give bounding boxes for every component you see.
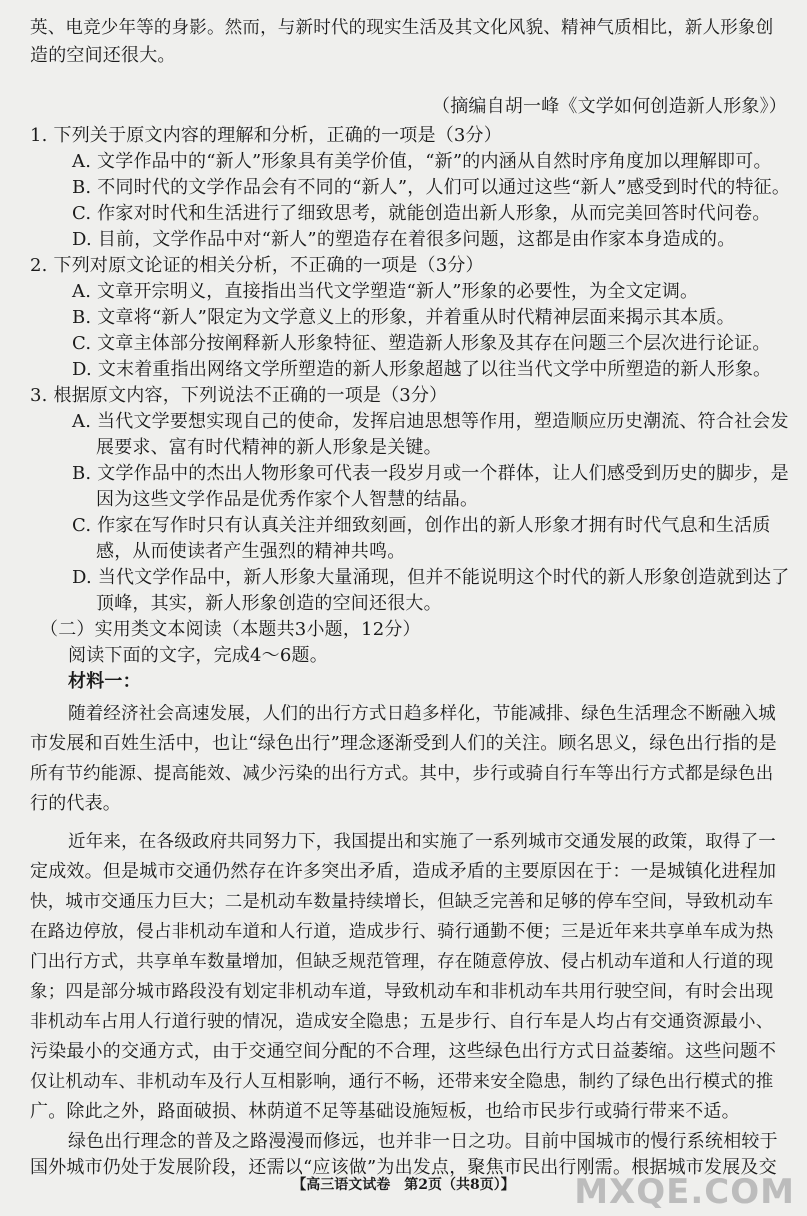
- paragraph-line: 广。除此之外，路面破损、林荫道不足等基础设施短板，也给市民步行或骑行带来不适。: [30, 1101, 740, 1122]
- paragraph-line: 门出行方式，共享单车数量增加，但缺乏规范管理，存在随意停放、侵占机动车道和人行道的现: [30, 952, 774, 972]
- question-3-option-b: B. 文学作品中的杰出人物形象可代表一段岁月或一个群体，让人们感受到历史的脚步，是: [72, 463, 789, 484]
- page-footer: 【高三语文试卷 第2页（共8页）】: [292, 1177, 515, 1193]
- paragraph-line: 污染最小的交通方式，由于交通空间分配的不合理，这些绿色出行方式日益萎缩。这些问题不: [30, 1041, 777, 1062]
- question-1-option-c: C. 作家对时代和生活进行了细致思考，就能创造出新人形象，从而完美回答时代问卷。: [72, 203, 771, 224]
- question-2-option-d: D. 文末着重指出网络文学所塑造的新人形象超越了以往当代文学中所塑造的新人形象。: [72, 359, 772, 380]
- paragraph-line: 在路边停放，侵占非机动车道和人行道，造成步行、骑行通勤不便；三是近年来共享单车成为热: [30, 922, 774, 942]
- question-1-option-b: B. 不同时代的文学作品会有不同的“新人”，人们可以通过这些“新人”感受到时代的特征。: [72, 177, 791, 198]
- paragraph-line: 随着经济社会高速发展，人们的出行方式日趋多样化，节能减排、绿色生活理念不断融入城: [68, 704, 776, 724]
- material-1-label: 材料一：: [68, 671, 141, 692]
- question-1-option-d: D. 目前，文学作品中对“新人”的塑造存在着很多问题，这都是由作家本身造成的。: [72, 229, 736, 250]
- question-3-stem: 3. 根据原文内容，下列说法不正确的一项是（3分）: [30, 385, 448, 406]
- paragraph-line: 国外城市仍处于发展阶段，还需以“应该做”为出发点，聚焦市民出行刚需。根据城市发展及交: [30, 1157, 777, 1178]
- question-3-option-a: A. 当代文学要想实现自己的使命，发挥启迪思想等作用，塑造顺应历史潮流、符合社会发: [72, 411, 789, 432]
- paragraph-line: 定成效。但是城市交通仍然存在许多突出矛盾，造成矛盾的主要原因在于：一是城镇化进程加: [30, 861, 777, 882]
- question-2-option-b: B. 文章将“新人”限定为文学意义上的形象，并着重从时代精神层面来揭示其本质。: [72, 307, 735, 328]
- question-1-stem: 1. 下列关于原文内容的理解和分析，正确的一项是（3分）: [30, 125, 502, 146]
- paragraph-line: 所有节约能源、提高能效、减少污染的出行方式。其中，步行或骑自行车等出行方式都是绿色出: [30, 764, 774, 784]
- question-3-option-d-cont: 顶峰，其实，新人形象创造的空间还很大。: [96, 593, 442, 614]
- article-source: （摘编自胡一峰《文学如何创造新人形象》）: [432, 96, 787, 117]
- paragraph-line: 行的代表。: [30, 793, 121, 814]
- question-3-option-a-cont: 展要求、富有时代精神的新人形象是关键。: [96, 437, 442, 458]
- question-3-option-c: C. 作家在写作时只有认真关注并细致刻画，创作出的新人形象才拥有时代气息和生活质: [72, 515, 771, 536]
- question-1-option-a: A. 文学作品中的“新人”形象具有美学价值，“新”的内涵从自然时序角度加以理解即可。: [72, 151, 772, 172]
- question-2-option-a: A. 文章开宗明义，直接指出当代文学塑造“新人”形象的必要性，为全文定调。: [72, 281, 699, 302]
- paragraph-line: 市发展和百姓生活中，也让“绿色出行”理念逐渐受到人们的关注。顾名思义，绿色出行指的是: [30, 733, 777, 754]
- paragraph-line: 快，城市交通压力巨大；二是机动车数量持续增长，但缺乏完善和足够的停车空间，导致机动车: [30, 892, 774, 912]
- paragraph-line: 象；四是部分城市路段没有划定非机动车道，导致机动车和非机动车共用行驶空间，有时会出现: [30, 982, 774, 1002]
- section-2-title: （二）实用类文本阅读（本题共3小题，12分）: [40, 619, 421, 640]
- continued-text-line: 造的空间还很大。: [30, 45, 176, 66]
- question-3-option-d: D. 当代文学作品中，新人形象大量涌现，但并不能说明这个时代的新人形象创造就到达了: [72, 567, 790, 588]
- paragraph-line: 绿色出行理念的普及之路漫漫而修远，也并非一日之功。目前中国城市的慢行系统相较于: [68, 1131, 778, 1152]
- paragraph-line: 近年来，在各级政府共同努力下，我国提出和实施了一系列城市交通发展的政策，取得了一: [68, 832, 776, 852]
- section-2-instruction: 阅读下面的文字，完成4～6题。: [68, 645, 328, 666]
- paragraph-line: 非机动车占用人行道行驶的情况，造成安全隐患；五是步行、自行车是人均占有交通资源最小、: [30, 1012, 774, 1032]
- continued-text-line: 英、电竞少年等的身影。然而，与新时代的现实生活及其文化风貌、精神气质相比，新人形象创: [30, 18, 774, 38]
- question-2-option-c: C. 文章主体部分按阐释新人形象特征、塑造新人形象及其存在问题三个层次进行论证。: [72, 333, 771, 354]
- question-3-option-b-cont: 因为这些文学作品是优秀作家个人智慧的结晶。: [96, 489, 479, 510]
- watermark-logo: MXQE.COM: [574, 1172, 795, 1212]
- paragraph-line: 仅让机动车、非机动车及行人互相影响，通行不畅，还带来安全隐患，制约了绿色出行模式的推: [30, 1072, 774, 1092]
- question-3-option-c-cont: 感，从而使读者产生强烈的精神共鸣。: [96, 541, 406, 562]
- question-2-stem: 2. 下列对原文论证的相关分析，不正确的一项是（3分）: [30, 255, 484, 276]
